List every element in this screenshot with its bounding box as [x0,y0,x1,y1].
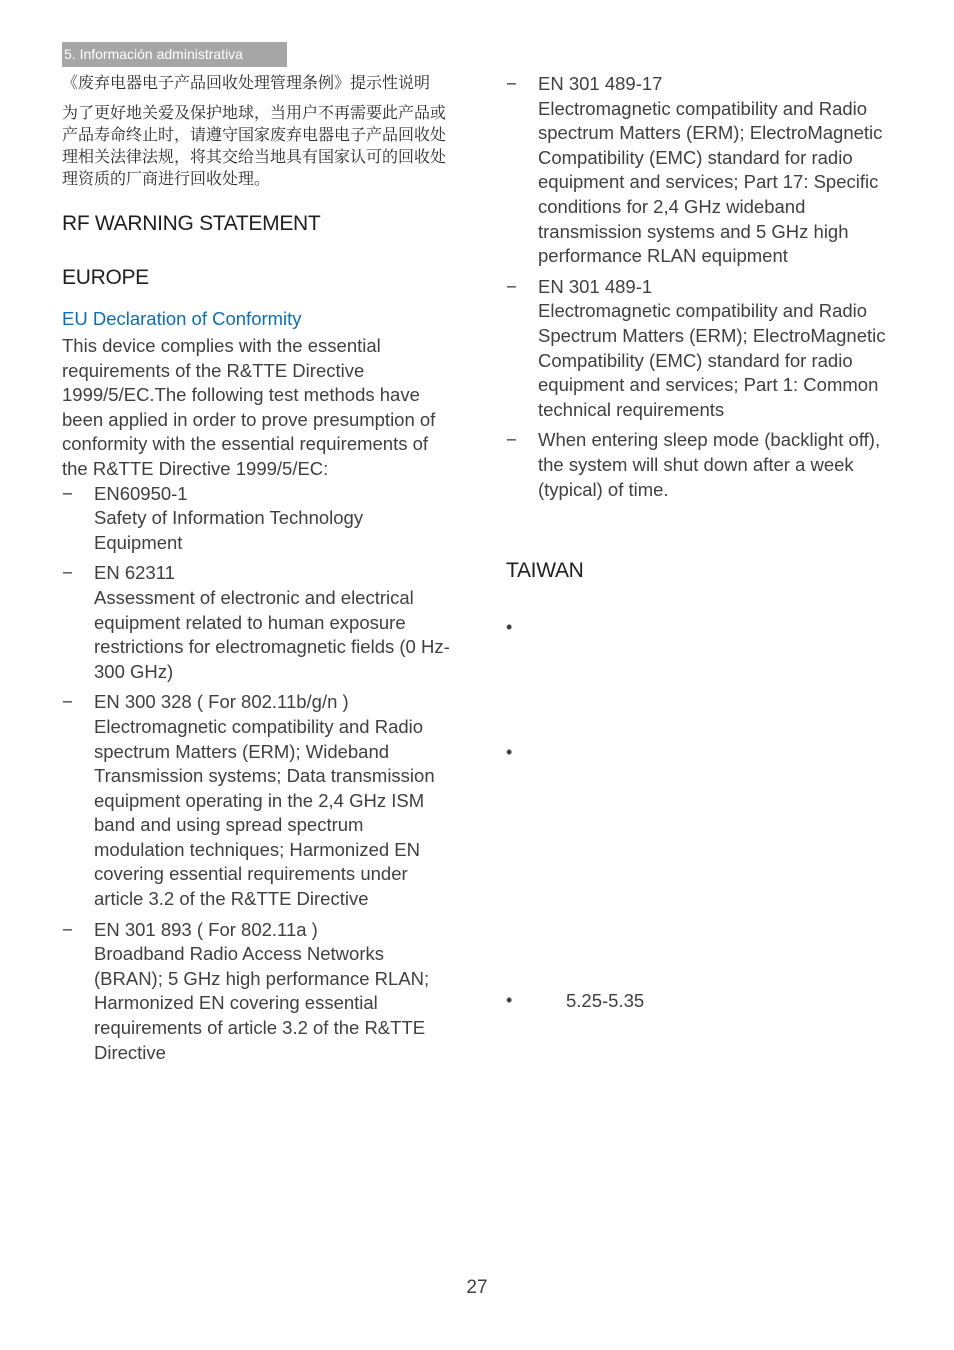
right-column [506,72,896,502]
dash-marker: − [62,482,73,504]
europe-heading: EUROPE [62,266,149,289]
dash-marker: − [506,275,517,297]
list-item [62,482,450,556]
standard-code: EN 301 489-17 [538,73,663,94]
standard-code: EN 300 328 ( For 802.11b/g/n ) [94,691,349,713]
bullet-marker: • [506,990,513,1010]
list-item [506,428,896,502]
page-number: 27 [466,1277,488,1298]
section-header-tab: 5. Información administrativa [62,42,287,67]
right-standards-list [506,72,896,502]
cn-notice-body: 为了更好地关爱及保护地球，当用户不再需要此产品或产品寿命终止时，请遵守国家废弃电器电子产品回收处理相关法律法规，将其交给当地具有国家认可的回收处理资质的厂商进行回收处理。 [62,103,447,188]
taiwan-heading: TAIWAN [506,559,584,582]
list-item [506,72,896,269]
frequency-band-text: 5.25-5.35 [566,990,645,1011]
sleep-mode-note: When entering sleep mode (backlight off), the system will shut down after a week (typical) of time. [538,429,881,500]
standard-code: EN 62311 [94,562,175,584]
list-item [62,561,450,684]
eu-doc-heading: EU Declaration of Conformity [62,308,302,329]
bullet-marker: • [506,617,513,637]
dash-marker: − [62,691,73,713]
left-standards-list [62,482,450,1066]
bullet-marker: • [506,742,513,762]
standard-code: EN60950-1 [94,482,188,504]
standard-description: Assessment of electronic and electrical equipment related to human exposure restrictions for electromagnetic fields (0 Hz-300 GHz) [94,586,450,682]
eu-doc-intro: This device complies with the essential requirements of the R&TTE Directive 1999/5/EC.The following test methods have been applied in order to prove presumption of conformity with the essential requirements of the R&TTE Directive 1999/5/EC: [62,335,436,479]
dash-marker: − [506,73,517,94]
left-column [62,72,450,1065]
dash-marker: − [62,918,73,940]
standard-description: Broadband Radio Access Networks (BRAN); 5 GHz high performance RLAN; Harmonized EN covering essential requirements of article 3.2 of the R&TTE Directive [94,943,430,1063]
standard-code: EN 301 489-1 [538,275,653,297]
standard-description: Electromagnetic compatibility and Radio spectrum Matters (ERM); Wideband Transmission systems; Data transmission equipment operating in the 2,4 GHz ISM band and using spread spectrum modulation techniques; Harmonized EN covering essential requirements under article 3.2 of the R&TTE Directive [94,715,435,910]
standard-description: Electromagnetic compatibility and Radio spectrum Matters (ERM); ElectroMagnetic Compatibility (EMC) standard for radio equipment and services; Part 17: Specific conditions for 2,4 GHz wideband transmission systems and 5 GHz high performance RLAN equipment [538,97,883,267]
dash-marker: − [506,429,517,451]
dash-marker: − [62,562,73,584]
list-item [506,275,896,423]
cn-notice-title: 《废弃电器电子产品回收处理管理条例》提示性说明 [62,73,431,92]
standard-description: Electromagnetic compatibility and Radio Spectrum Matters (ERM); ElectroMagnetic Compatibility (EMC) standard for radio equipment and services; Part 1: Common technical requirements [538,300,886,420]
list-item [62,690,450,911]
standard-code: EN 301 893 ( For 802.11a ) [94,918,318,940]
list-item [62,918,450,1066]
standard-description: Safety of Information Technology Equipment [94,507,364,553]
rf-warning-heading: RF WARNING STATEMENT [62,212,321,235]
